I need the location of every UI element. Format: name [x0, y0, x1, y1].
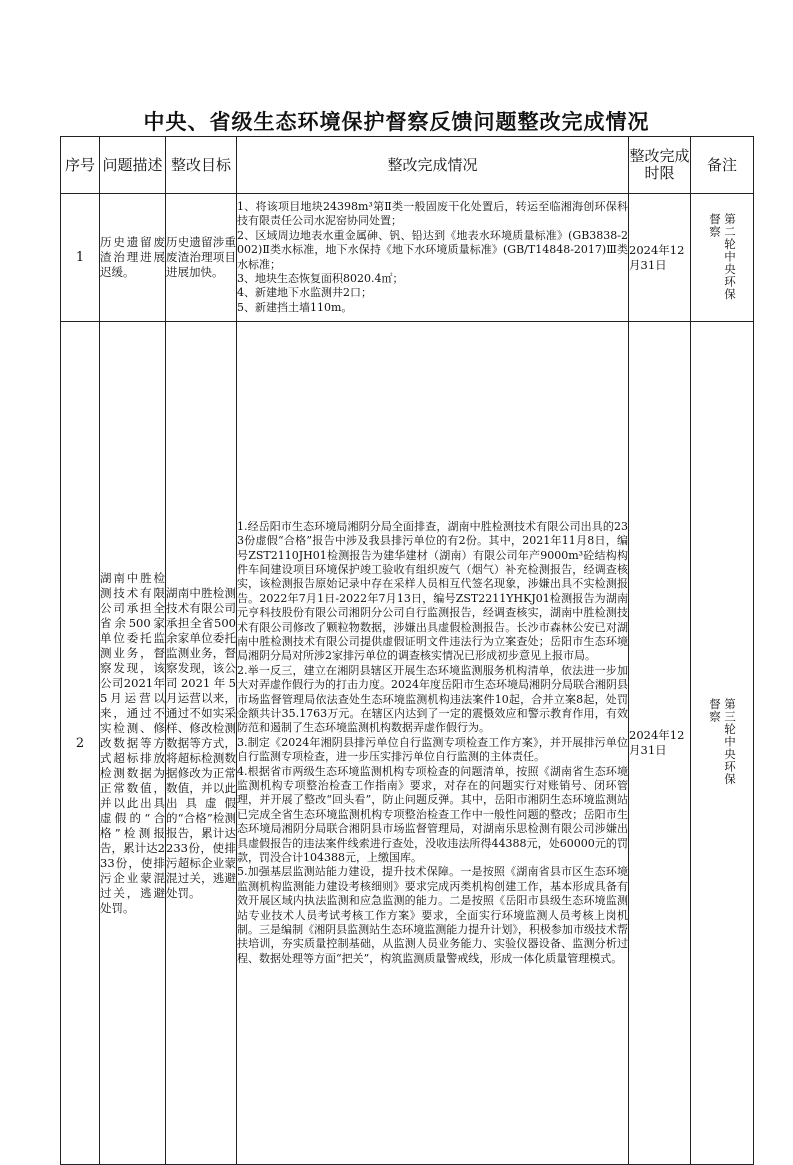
table-header-row — [61, 137, 754, 194]
rectification-situation — [237, 322, 629, 1165]
problem-description: 历史遗留废渣治理进展迟缓。 — [100, 194, 166, 322]
header-remark: 备注 — [691, 137, 754, 194]
header-situation: 整改完成情况 — [237, 137, 629, 194]
situation-item: 2.举一反三，建立在湘阴县辖区开展生态环境监测服务机构清单，依法进一步加大对弄虚作假行为的打击力度。2024年度岳阳市生态环境局湘阴分局联合湘阴县市场监督管理局依法查处生态环境监测机构违法案件10起，合并立案8起，处罚金额共计35.1763万元。在辖区内达到了一定的震慑效应和警示教育作用，有效防范和遏制了生态环境监测机构数据弄虚作假行为。 — [237, 663, 628, 735]
deadline: 2024年12月31日 — [629, 194, 691, 322]
situation-item: 1、将该项目地块24398m³第Ⅱ类一般固废干化处置后，转运至临湘海创环保科技有限责任公司水泥窑协同处置； — [237, 199, 628, 228]
problem-description: 湖南中胜检测技术有限公司承担全省余500家单位委托监测业务，督察发现，该公司2021年5月运营以来，通过不实检测、修改数据等方式超标排放检测数据为正常数值，并以此出具虚假的“合格”检测报告，累计达233份，使排污企业蒙混过关，逃避处罚。 — [100, 322, 166, 1165]
rectification-table — [60, 136, 754, 1165]
situation-item: 3.制定《2024年湘阴县排污单位自行监测专项检查工作方案》，并开展排污单位自行监测专项检查，进一步压实排污单位自行监测的主体责任。 — [237, 735, 628, 764]
page-title: 中央、省级生态环境保护督察反馈问题整改完成情况 — [143, 109, 650, 134]
header-no: 序号 — [61, 137, 100, 194]
rectification-situation — [237, 194, 629, 322]
header-deadline: 整改完成时限 — [629, 137, 691, 194]
header-target: 整改目标 — [166, 137, 237, 194]
remark-cell — [691, 194, 754, 322]
situation-item: 4、新建地下水监测井2口； — [237, 286, 372, 300]
remark: 第三轮中央环保督察 — [708, 698, 737, 786]
situation-item: 5、新建挡土墙110m。 — [237, 300, 353, 314]
table-row — [61, 322, 754, 1165]
deadline: 2024年12月31日 — [629, 322, 691, 1165]
remark-cell — [691, 322, 754, 1165]
remark: 第二轮中央环保督察 — [708, 212, 737, 300]
situation-item: 4.根据省市两级生态环境监测机构专项检查的问题清单，按照《湖南省生态环境监测机构专项整治检查工作指南》要求，对存在的问题实行对账销号、闭环管理，并开展了整改“回头看”，防止问题反弹。其中，岳阳市湘阴生态环境监测站已完成全省生态环境监测机构专项整治检查工作中一般性问题的整改；岳阳市生态环境局湘阴分局联合湘阴县市场监督管理局，对湖南乐思检测有限公司涉嫌出具虚假报告的违法案件线索进行查处，没收违法所得44388元，处60000元的罚款，罚没合计104388元，上缴国库。 — [237, 764, 628, 865]
header-problem: 问题描述 — [100, 137, 166, 194]
row-number: 1 — [61, 194, 100, 322]
rectification-target: 历史遗留涉重废渣治理项目进展加快。 — [166, 194, 237, 322]
situation-item: 5.加强基层监测站能力建设，提升技术保障。一是按照《湖南省县市区生态环境监测机构监测能力建设考核细则》要求完成丙类机构创建工作，基本形成具备有效开展区域内执法监测和应急监测的能力。二是按照《岳阳市县级生态环境监测站专业技术人员考试考核工作方案》要求，全面实行环境监测人员考核上岗机制。三是编制《湘阴县监测站生态环境监测能力提升计划》，积极参加市级技术帮扶培训，夯实质量控制基础，从监测人员业务能力、实验仪器设备、监测分析过程、数据处理等方面“把关”，构筑监测质量警戒线，形成一体化质量管理模式。 — [237, 865, 628, 965]
situation-item: 1.经岳阳市生态环境局湘阴分局全面排查，湖南中胜检测技术有限公司出具的233份虚假“合格”报告中涉及我县排污单位的有2份。其中，2021年11月8日，编号ZST2110JH01检测报告为建华建材（湖南）有限公司年产9000m³砼结构构件车间建设项目环境保护竣工验收有组织废气（烟气）补充检测报告，经调查核实，该检测报告原始记录中存在采样人员相互代签名现象，涉嫌出具不实检测报告。2022年7月1日-2022年7月13日，编号ZST2211YHKJ01检测报告为湖南元亨科技股份有限公司湘阴分公司自行监测报告，经调查核实，湖南中胜检测技术有限公司修改了颗粒物数据，涉嫌出具虚假检测报告。长沙市森林公安已对湖南中胜检测技术有限公司提供虚假证明文件违法行为立案查处；岳阳市生态环境局湘阴分局对所涉2家排污单位的调查核实情况已形成初步意见上报市局。 — [237, 519, 628, 663]
row-number: 2 — [61, 322, 100, 1165]
situation-item: 3、地块生态恢复面积8020.4㎡； — [237, 271, 404, 285]
situation-item: 2、区域周边地表水重金属砷、钒、铅达到《地表水环境质量标准》(GB3838-2002)Ⅱ类水标准，地下水保持《地下水环境质量标准》(GB/T14848-2017)Ⅲ类水标准； — [237, 228, 628, 271]
table-row — [61, 194, 754, 322]
rectification-target: 湖南中胜检测技术有限公司承担全省500余家单位委托监测业务，督察发现，该公司2021年5月运营以来，通过不如实采样、修改检测数据等方式，将超标检测数据修改为正常数值，并以此出具虚假的“合格”检测报告，累计达233份，使排污超标企业蒙混过关，逃避处罚。 — [166, 322, 237, 1165]
